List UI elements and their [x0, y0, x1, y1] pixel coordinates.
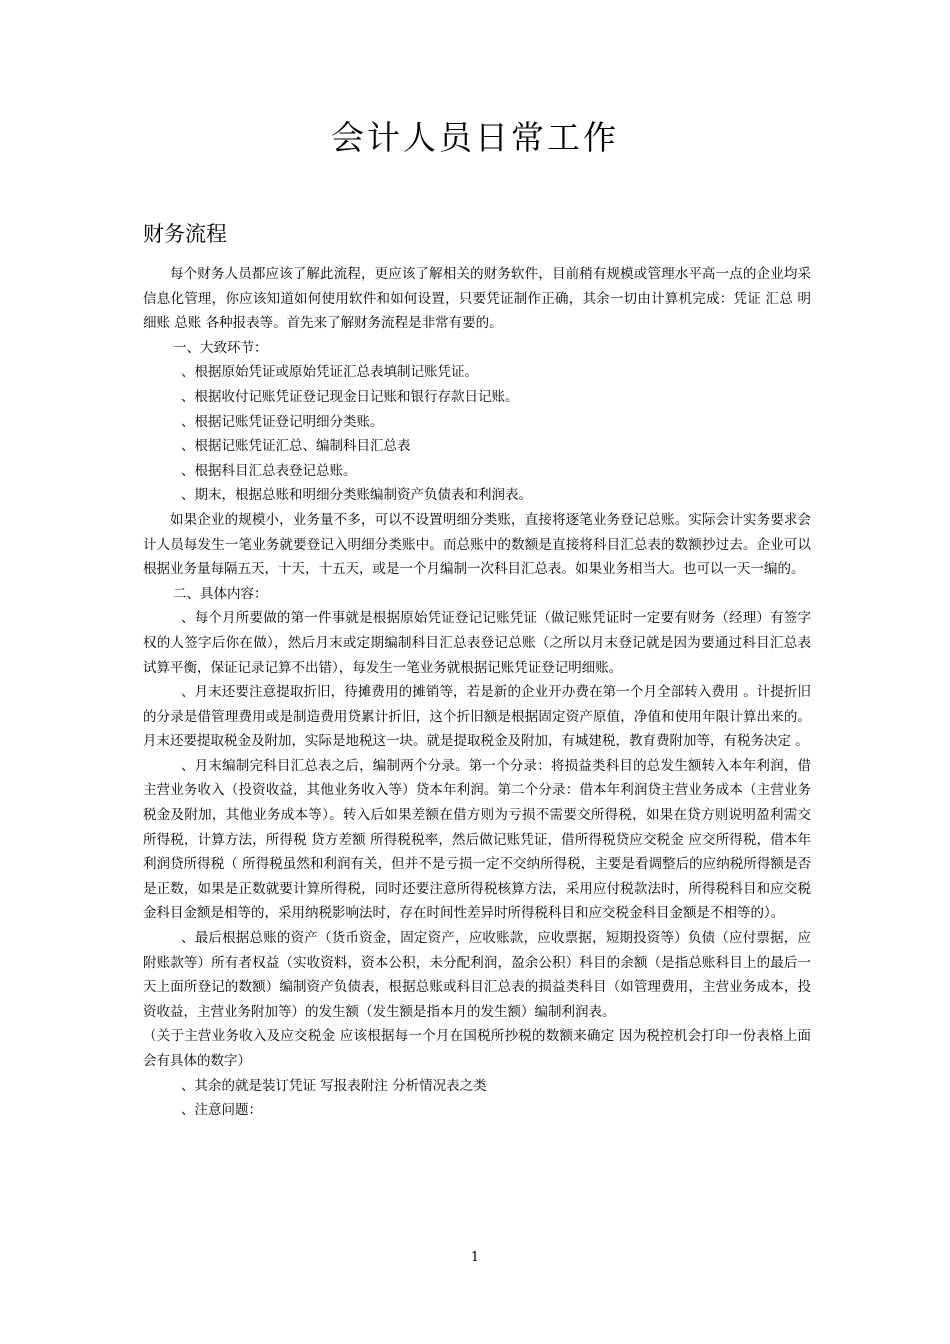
part1-heading: 一、大致环节：	[173, 339, 268, 356]
part2-note-paragraph: （关于主营业务收入及应交税金 应该根据每一个月在国税所抄税的数额来确定 因为税控机会打印一份表格上面会有具体的数字）	[143, 1028, 811, 1069]
part1-note-paragraph: 如果企业的规模小，业务量不多，可以不设置明细分类账，直接将逐笔业务登记总账。实际会计实务要求会计人员每发生一笔业务就要登记入明细分类账中。而总账中的数额是直接将科目汇总表的数额抄过去。企业可以根据业务量每隔五天，十天，十五天，或是一个月编制一次科目汇总表。如果业务相当大。也可以一天一编的。	[143, 511, 811, 578]
part2-heading: 二、具体内容：	[173, 585, 268, 602]
list-item: 、根据原始凭证或原始凭证汇总表填制记账凭证。	[181, 364, 478, 381]
content-paragraph: 、月末还要注意提取折旧，待摊费用的摊销等，若是新的企业开办费在第一个月全部转入费用 。计提折旧的分录是借管理费用或是制造费用贷累计折旧，这个折旧额是根据固定资产原值，净值和使用年限计算出来的。月末还要提取税金及附加，实际是地税这一块。就是提取税金及附加，有城建税，教育费附加等，有税务决定 。	[143, 684, 811, 750]
list-item: 、根据记账凭证登记明细分类账。	[181, 413, 384, 430]
list-item: 、根据收付记账凭证登记现金日记账和银行存款日记账。	[181, 388, 519, 405]
list-item: 、注意问题：	[181, 1102, 262, 1119]
list-item: 、根据科目汇总表登记总账。	[181, 462, 357, 479]
content-paragraph: 、每个月所要做的第一件事就是根据原始凭证登记记账凭证（做记账凭证时一定要有财务（经理）有签字权的人签字后你在做），然后月末或定期编制科目汇总表登记总账（之所以月末登记就是因为要通过科目汇总表试算平衡，保证记录记算不出错），每发生一笔业务就根据记账凭证登记明细账。	[143, 610, 811, 676]
page-title: 会计人员日常工作	[331, 118, 619, 157]
list-item: 、期末，根据总账和明细分类账编制资产负债表和利润表。	[181, 487, 532, 504]
document-body	[143, 262, 811, 1123]
page-number: 1	[470, 1250, 480, 1265]
intro-paragraph: 每个财务人员都应该了解此流程，更应该了解相关的财务软件，目前稍有规模或管理水平高一点的企业均采信息化管理，你应该知道如何使用软件和如何设置，只要凭证制作正确，其余一切由计算机完成：凭证 汇总 明细账 总账 各种报表等。首先来了解财务流程是非常有要的。	[143, 266, 811, 332]
list-item: 、其余的就是装订凭证 写报表附注 分析情况表之类	[181, 1077, 487, 1094]
content-paragraph: 、月末编制完科目汇总表之后，编制两个分录。第一个分录：将损益类科目的总发生额转入本年利润，借主营业务收入（投资收益，其他业务收入等）贷本年利润。第二个分录：借本年利润贷主营业务成本（主营业务税金及附加，其他业务成本等）。转入后如果差额在借方则为亏损不需要交所得税，如果在贷方则说明盈利需交所得税，计算方法，所得税 贷方差额 所得税税率，然后做记账凭证，借所得税贷应交税金 应交所得税，借本年利润贷所得税（ 所得税虽然和利润有关，但并不是亏损一定不交纳所得税，主要是看调整后的应纳税所得额是否是正数，如果是正数就要计算所得税，同时还要注意所得税核算方法，采用应付税款法时，所得税科目和应交税金科目金额是相等的，采用纳税影响法时，存在时间性差异时所得税科目和应交税金科目金额是不相等的）。	[143, 757, 811, 922]
content-paragraph: 、最后根据总账的资产（货币资金，固定资产，应收账款，应收票据，短期投资等）负债（应付票据，应附账款等）所有者权益（实收资料，资本公积，未分配利润，盈余公积）科目的余额（是指总账科目上的最后一天上面所登记的数额）编制资产负债表，根据总账或科目汇总表的损益类科目（如管理费用，主营业务成本，投资收益，主营业务附加等）的发生额（发生额是指本月的发生额）编制利润表。	[143, 930, 811, 1020]
list-item: 、根据记账凭证汇总、编制科目汇总表	[181, 438, 411, 455]
section-heading: 财务流程	[143, 222, 227, 246]
